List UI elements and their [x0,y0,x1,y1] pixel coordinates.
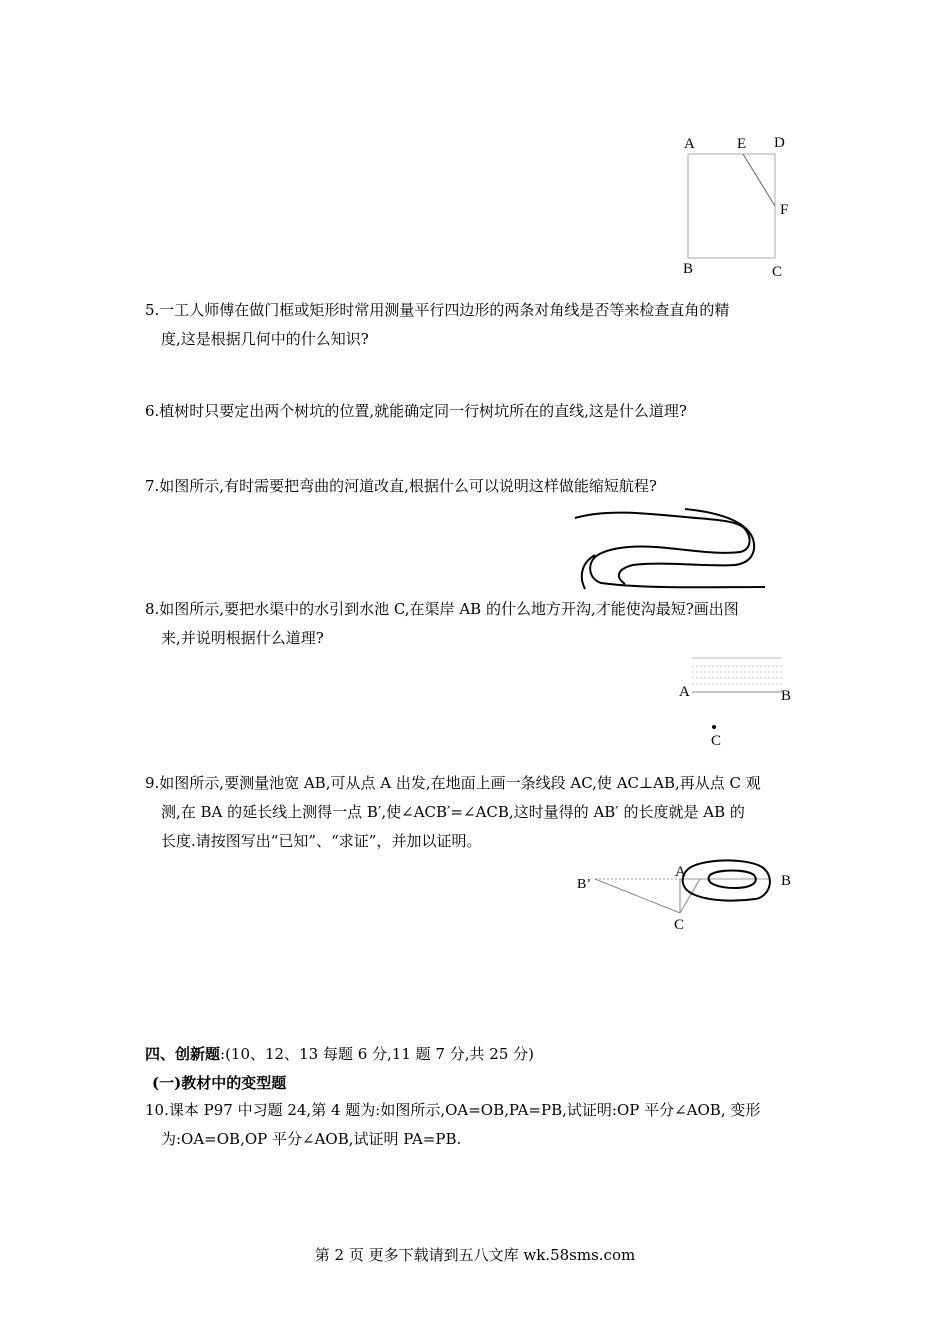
page-footer: 第 2 页 更多下载请到五八文库 wk.58sms.com [314,1246,636,1264]
question-10-line-1: 10.课本 P97 中习题 24,第 4 题为:如图所示,OA=OB,PA=PB,试证明:OP 平分∠AOB, 变形 [145,1101,761,1119]
question-6-line-1: 6.植树时只要定出两个树坑的位置,就能确定同一行树坑所在的直线,这是什么道理? [145,402,687,420]
figure-pond [570,855,800,940]
question-10 [145,1096,817,1154]
label-b: B [781,688,792,704]
square-outline [688,154,775,258]
subsection-1-heading: (一)教材中的变型题 [152,1074,287,1092]
figure-river [565,505,775,595]
label-c: C [674,917,685,933]
question-8-line-2: 来,并说明根据什么道理? [161,629,324,647]
label-b-prime: B’ [577,877,591,892]
figure-canal [672,650,802,755]
question-7 [145,472,817,501]
figure-square [670,130,810,290]
label-e: E [737,136,747,152]
question-6 [145,397,817,426]
pool-point-c [712,725,716,729]
river-diagram [565,505,775,595]
question-5-line-1: 5.一工人师傅在做门框或矩形时常用测量平行四边形的两条对角线是否等来检查直角的精 [145,301,730,319]
segment-ef [743,154,775,206]
question-9 [145,769,817,856]
question-8 [145,595,817,653]
label-c: C [711,733,722,749]
question-5-line-2: 度,这是根据几何中的什么知识? [161,330,369,348]
section-4-heading [145,1040,534,1069]
line-bprime-c [595,879,680,913]
river-bank-upper [575,513,765,588]
question-9-line-3: 长度.请按图写出“已知”、“求证”，并加以证明。 [161,832,482,850]
section-4-detail: :(10、12、13 每题 6 分,11 题 7 分,共 25 分) [220,1045,534,1063]
label-b: B [781,873,792,889]
label-a: A [679,684,690,700]
label-d: D [774,135,785,151]
question-5 [145,296,817,354]
label-a: A [684,136,695,152]
question-9-line-2: 测,在 BA 的延长线上测得一点 B′,使∠ACB′=∠ACB,这时量得的 AB′ 的长度就是 AB 的 [161,803,745,821]
section-4-title: 四、创新题 [145,1045,221,1063]
question-9-line-1: 9.如图所示,要测量池宽 AB,可从点 A 出发,在地面上画一条线段 AC,使 AC⊥AB,再从点 C 观 [145,774,761,792]
label-f: F [780,202,789,218]
pond-outer-outline [683,860,770,900]
label-c: C [772,264,783,280]
question-7-line-1: 7.如图所示,有时需要把弯曲的河道改直,根据什么可以说明这样做能缩短航程? [145,477,657,495]
label-a: A [675,864,686,880]
question-10-line-2: 为:OA=OB,OP 平分∠AOB,试证明 PA=PB. [161,1130,462,1148]
question-8-line-1: 8.如图所示,要把水渠中的水引到水池 C,在渠岸 AB 的什么地方开沟,才能使沟最短?画出图 [145,600,739,618]
label-b: B [683,261,694,277]
